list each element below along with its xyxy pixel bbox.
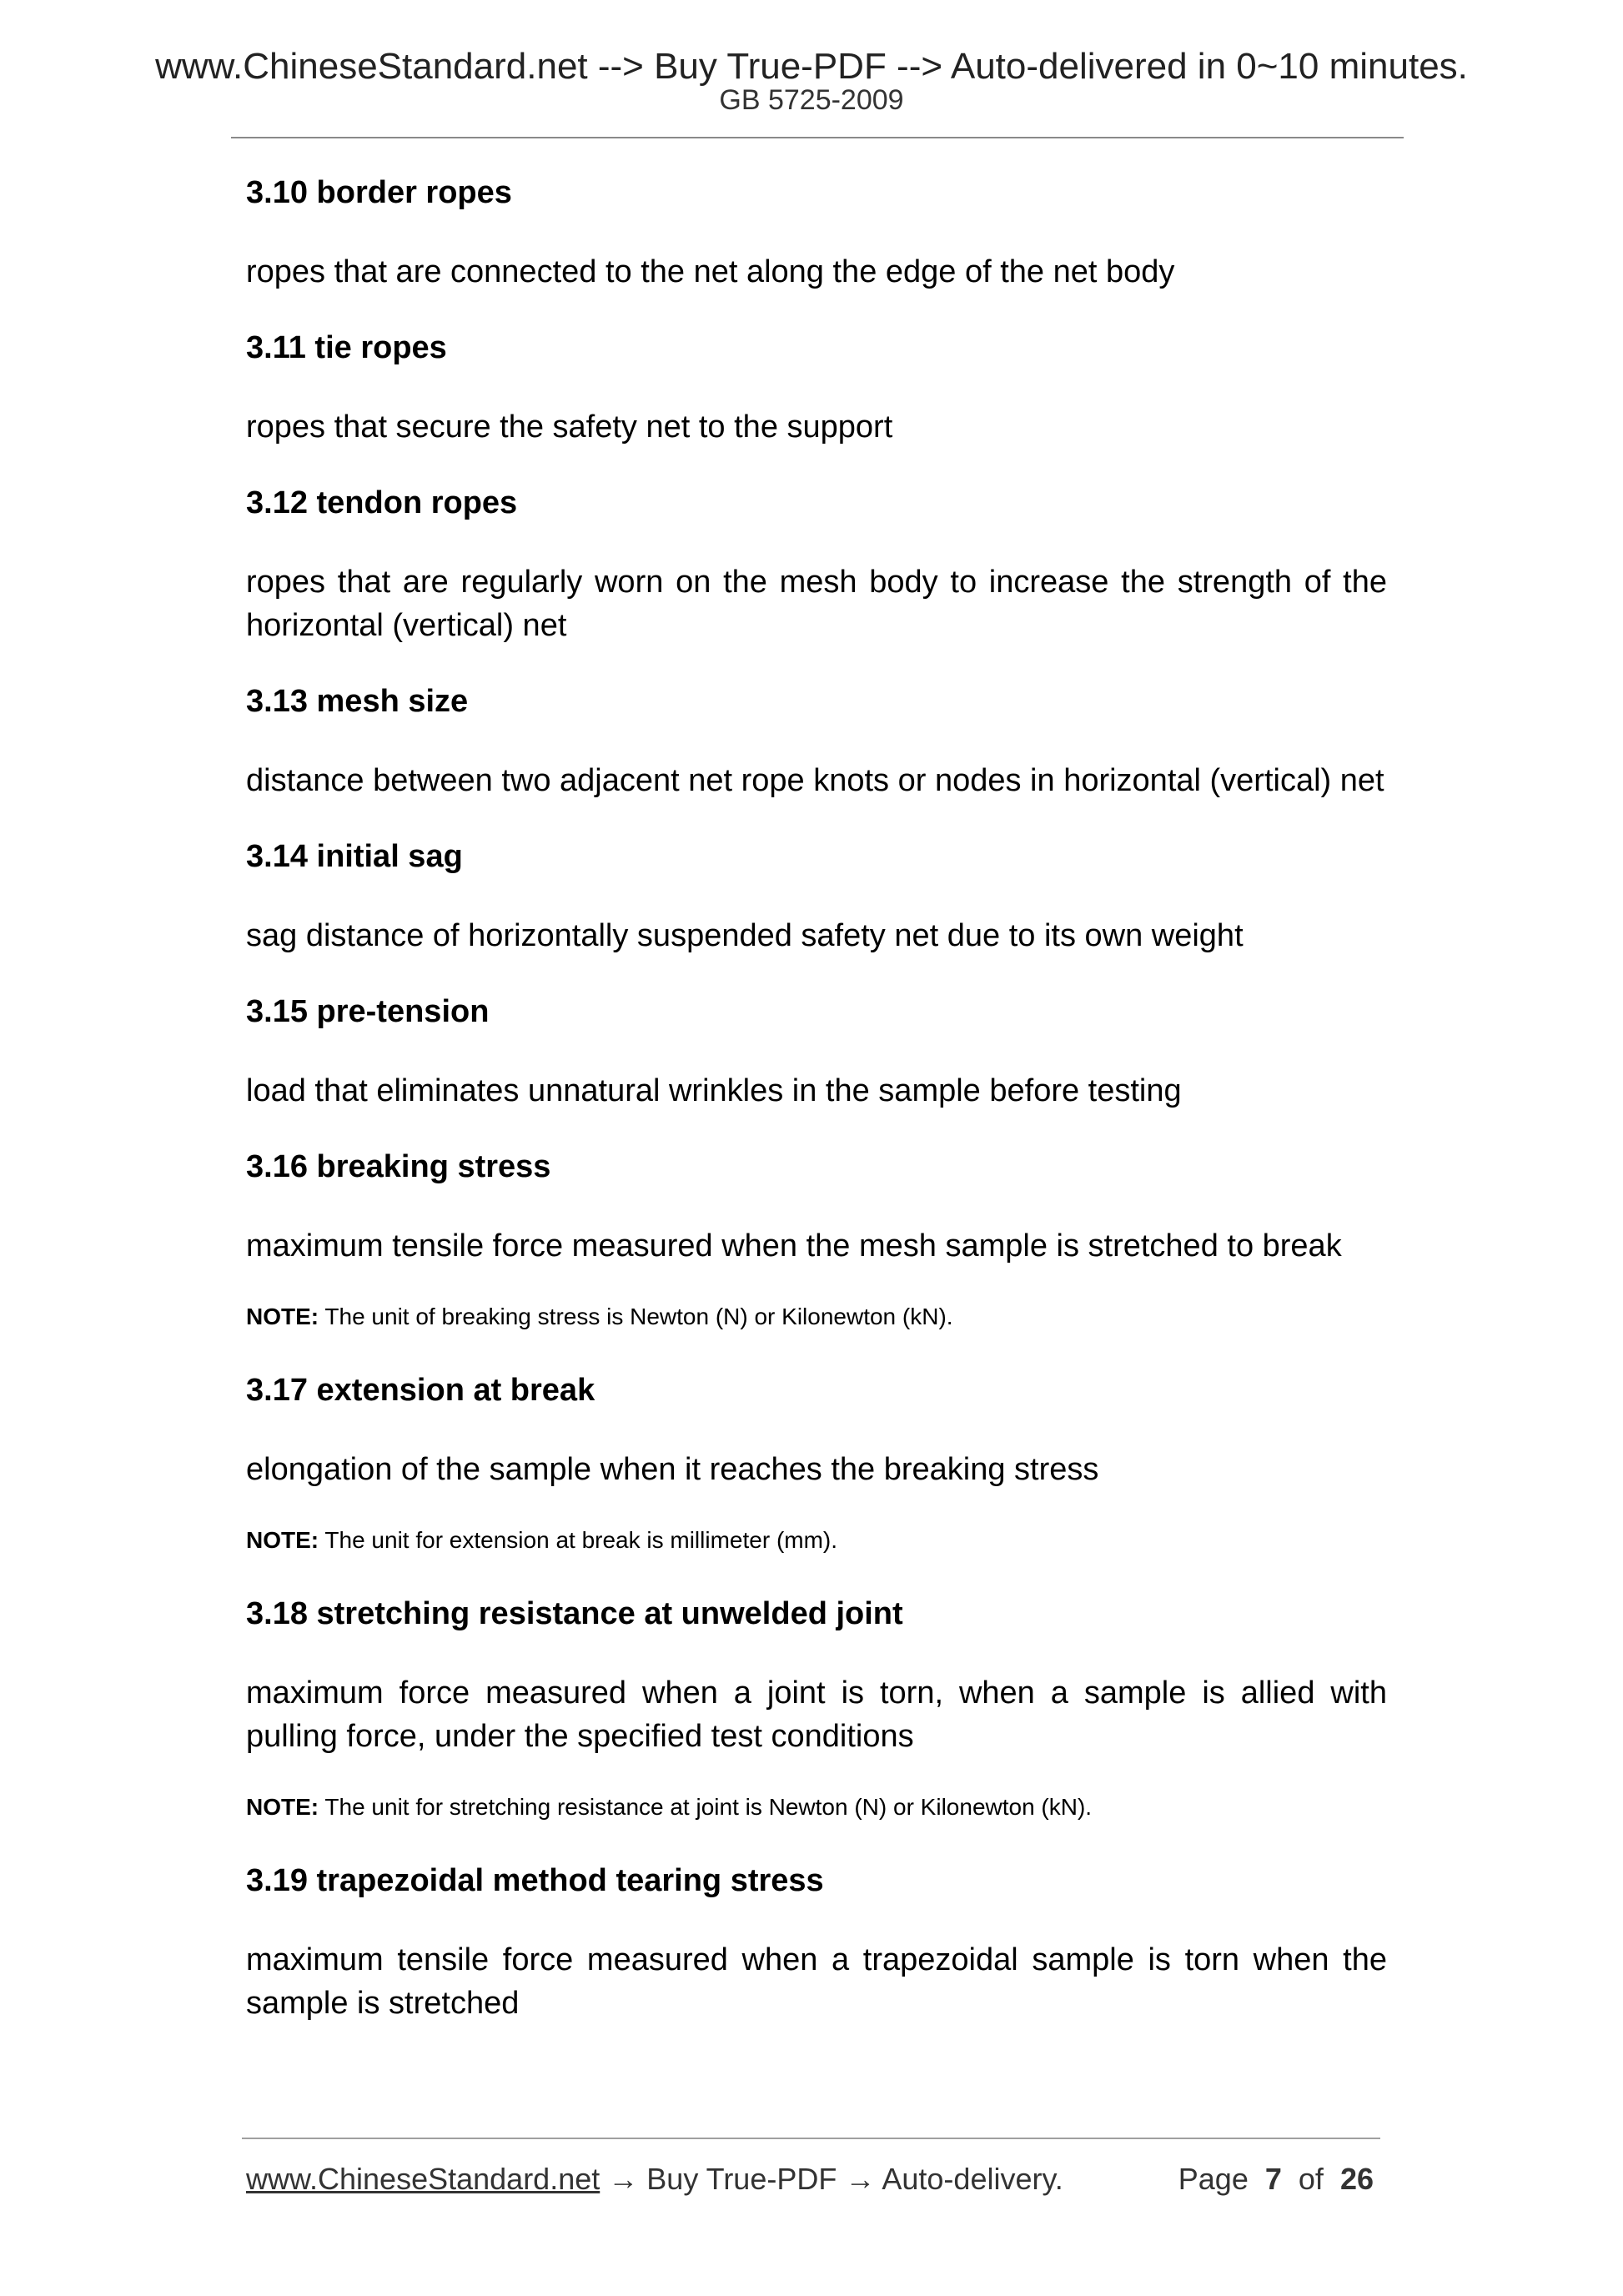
header-divider — [231, 137, 1404, 138]
term-heading-3-18: 3.18 stretching resistance at unwelded joint — [246, 1596, 903, 1631]
term-definition-3-18: maximum force measured when a joint is torn, when a sample is allied with pulling force, under the specified test conditions — [246, 1676, 1387, 1754]
footer-site-link[interactable]: www.ChineseStandard.net — [246, 2162, 600, 2196]
term-heading-3-14: 3.14 initial sag — [246, 839, 463, 874]
arrow-right-icon: → — [608, 2162, 639, 2196]
note-label: NOTE: — [246, 1794, 319, 1820]
document-id: GB 5725-2009 — [719, 84, 904, 116]
note-text: The unit for extension at break is millimeter (mm). — [324, 1527, 838, 1553]
term-heading-3-12: 3.12 tendon ropes — [246, 485, 518, 520]
term-definition-3-14: sag distance of horizontally suspended safety net due to its own weight — [246, 918, 1244, 953]
total-pages: 26 — [1339, 2162, 1374, 2196]
note-text: The unit of breaking stress is Newton (N) or Kilonewton (kN). — [324, 1304, 953, 1329]
footer-delivery-text: Auto-delivery. — [882, 2162, 1063, 2196]
page-number: 7 — [1264, 2162, 1282, 2196]
term-heading-3-15: 3.15 pre-tension — [246, 994, 490, 1029]
footer-promo — [246, 2158, 1063, 2200]
term-heading-3-19: 3.19 trapezoidal method tearing stress — [246, 1863, 824, 1898]
term-heading-3-11: 3.11 tie ropes — [246, 330, 447, 365]
page-indicator — [1178, 2158, 1374, 2200]
page-footer — [246, 2158, 1380, 2200]
document-body — [246, 172, 1387, 2058]
term-definition-3-17: elongation of the sample when it reaches the breaking stress — [246, 1452, 1099, 1487]
term-definition-3-13: distance between two adjacent net rope knots or nodes in horizontal (vertical) net — [246, 763, 1384, 798]
term-definition-3-19: maximum tensile force measured when a trapezoidal sample is torn when the sample is stretched — [246, 1942, 1387, 2021]
footer-buy-text: Buy True-PDF — [646, 2162, 837, 2196]
term-definition-3-11: ropes that secure the safety net to the support — [246, 409, 893, 445]
term-definition-3-15: load that eliminates unnatural wrinkles in the sample before testing — [246, 1073, 1182, 1108]
term-heading-3-10: 3.10 border ropes — [246, 175, 512, 210]
note-text: The unit for stretching resistance at joint is Newton (N) or Kilonewton (kN). — [324, 1794, 1093, 1820]
term-note-3-16 — [246, 1301, 1387, 1333]
term-definition-3-12: ropes that are regularly worn on the mesh body to increase the strength of the horizontal (vertical) net — [246, 565, 1387, 643]
note-label: NOTE: — [246, 1527, 319, 1553]
note-label: NOTE: — [246, 1304, 319, 1329]
page-label: Page — [1178, 2162, 1249, 2196]
footer-divider — [242, 2138, 1380, 2139]
term-heading-3-16: 3.16 breaking stress — [246, 1149, 551, 1184]
term-note-3-18 — [246, 1791, 1387, 1823]
header-banner: www.ChineseStandard.net --> Buy True-PDF --> Auto-delivered in 0~10 minutes. — [155, 46, 1468, 87]
term-heading-3-17: 3.17 extension at break — [246, 1373, 595, 1408]
term-definition-3-16: maximum tensile force measured when the mesh sample is stretched to break — [246, 1228, 1342, 1264]
term-definition-3-10: ropes that are connected to the net along the edge of the net body — [246, 254, 1175, 289]
page-of-label: of — [1298, 2162, 1324, 2196]
term-note-3-17 — [246, 1525, 1387, 1556]
arrow-right-icon: → — [845, 2162, 876, 2196]
term-heading-3-13: 3.13 mesh size — [246, 684, 469, 719]
